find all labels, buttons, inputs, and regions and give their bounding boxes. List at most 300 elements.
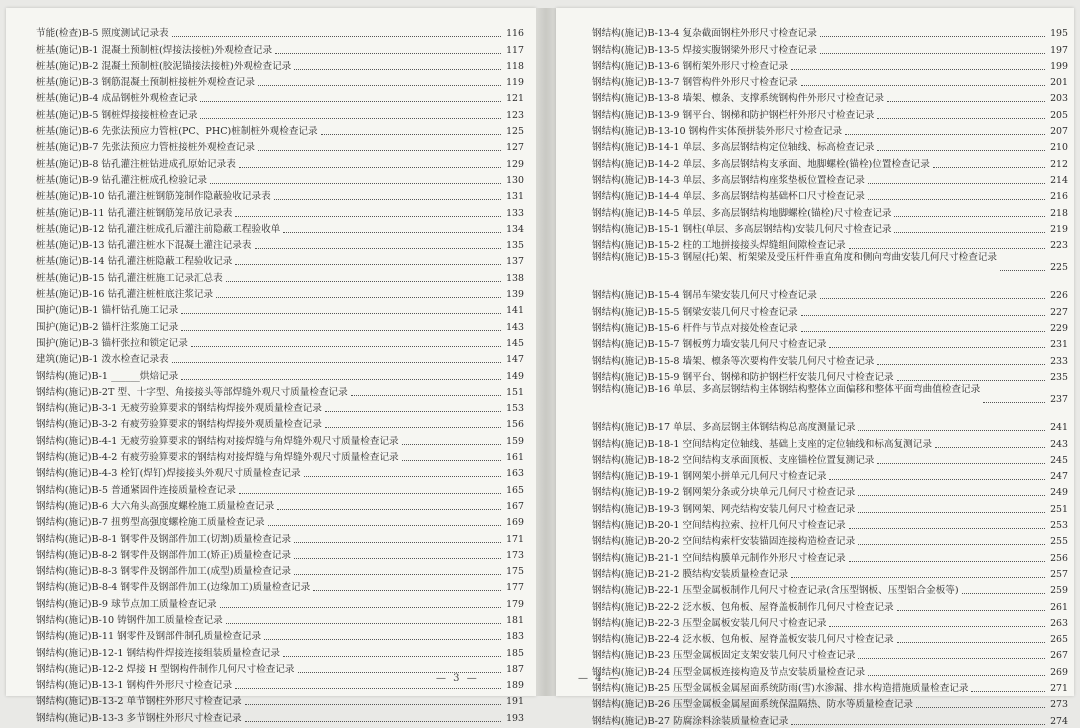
dot-leader: [858, 494, 1045, 496]
toc-entry-title: 钢结构(施记)B-15-2 柱的工地拼接接头焊缝组间隙检查记录: [592, 240, 846, 252]
dot-leader: [962, 592, 1045, 594]
toc-entry-page: 261: [1050, 601, 1068, 613]
toc-entry: [592, 154, 1068, 170]
toc-entry: [592, 236, 1068, 252]
dot-leader: [801, 84, 1045, 86]
right-page: [556, 8, 1074, 727]
dot-leader: [820, 35, 1045, 37]
toc-entry-page: 119: [506, 77, 524, 89]
toc-entry-page: 135: [506, 240, 524, 252]
toc-entry-title: 钢结构(施记)B-11 钢零件及钢部件制孔质量检查记录: [36, 631, 262, 643]
dot-leader: [304, 475, 501, 477]
dot-leader: [239, 492, 501, 494]
toc-entry: [592, 646, 1068, 662]
toc-entry-title: 桩基(施记)B-8 钻孔灌注桩钻进成孔原始记录表: [36, 158, 236, 170]
toc-entry-title: 围护(施记)B-2 锚杆注浆施工记录: [36, 321, 179, 333]
dot-leader: [877, 462, 1045, 464]
toc-entry-page: 127: [506, 142, 524, 154]
dot-leader: [897, 609, 1045, 611]
dot-leader: [325, 426, 501, 428]
toc-entry-page: 147: [506, 354, 524, 366]
toc-entry-page: 223: [1050, 240, 1068, 252]
toc-entry-title: 钢结构(施记)B-13-9 钢平台、钢梯和防护钢栏杆外形尺寸检查记录: [592, 109, 875, 121]
toc-entry-page: 141: [506, 305, 524, 317]
toc-entry-title: 钢结构(施记)B-15-6 杆件与节点对接处检查记录: [592, 323, 798, 335]
toc-entry-title: 钢结构(施记)B-3-1 无疲劳验算要求的钢结构焊接外观质量检查记录: [36, 403, 322, 415]
toc-entry: [36, 24, 524, 40]
toc-entry-title: 钢结构(施记)B-14-5 单层、多高层钢结构地脚螺栓(锚栓)尺寸检查记录: [592, 207, 892, 219]
toc-entry-title: 桩基(施记)B-5 钢桩焊接接桩检查记录: [36, 109, 198, 121]
toc-entry-page: 274: [1050, 715, 1068, 727]
toc-entry-title: 钢结构(施记)B-13-7 钢管构件外形尺寸检查记录: [592, 77, 798, 89]
toc-entry: [36, 105, 524, 121]
toc-entry: [36, 57, 524, 73]
toc-entry-title: 桩基(施记)B-2 混凝土预制桩(胶泥锚接法接桩)外观检查记录: [36, 60, 292, 72]
toc-entry-title: 钢结构(施记)B-18-2 空间结构支承面顶板、支座锚栓位置复测记录: [592, 454, 875, 466]
toc-entry-page: 235: [1050, 371, 1068, 383]
toc-entry-title: 钢结构(施记)B-9 球节点加工质量检查记录: [36, 598, 217, 610]
toc-entry-page: 171: [506, 533, 524, 545]
left-page: [6, 8, 536, 724]
dot-leader: [820, 297, 1045, 299]
dot-leader: [897, 379, 1045, 381]
toc-entry-page: 137: [506, 256, 524, 268]
toc-entry-page: 121: [506, 93, 524, 105]
dot-leader: [858, 543, 1045, 545]
toc-entry: [592, 286, 1068, 302]
toc-entry-page: 259: [1050, 585, 1068, 597]
toc-entry-page: 207: [1050, 126, 1068, 138]
toc-entry-title: 钢结构(施记)B-19-1 钢网架小拼单元几何尺寸检查记录: [592, 471, 827, 483]
toc-entry-page: 151: [506, 386, 524, 398]
toc-entry-title: 桩基(施记)B-9 钻孔灌注桩成孔检验记录: [36, 174, 208, 186]
dot-leader: [916, 706, 1045, 708]
dot-leader: [868, 182, 1045, 184]
toc-entry: [592, 516, 1068, 532]
dot-leader: [258, 149, 501, 151]
book-gutter: [536, 8, 556, 696]
toc-entry-page: 227: [1050, 306, 1068, 318]
dot-leader: [983, 401, 1045, 403]
toc-entry-title: 围护(施记)B-1 锚杆钻孔施工记录: [36, 305, 179, 317]
toc-entry-page: 199: [1050, 60, 1068, 72]
toc-entry-title: 钢结构(施记)B-13-3 多节钢柱外形尺寸检查记录: [36, 712, 242, 724]
dot-leader: [971, 690, 1045, 692]
dot-leader: [181, 312, 501, 314]
dot-leader: [294, 68, 501, 70]
dot-leader: [868, 198, 1045, 200]
dot-leader: [325, 410, 501, 412]
dot-leader: [877, 149, 1045, 151]
toc-entry-title: 桩基(施记)B-4 成品钢桩外观检查记录: [36, 93, 198, 105]
dot-leader: [313, 589, 501, 591]
toc-entry-page: 129: [506, 158, 524, 170]
toc-entry-page: 165: [506, 484, 524, 496]
toc-entry-title: 钢结构(施记)B-25 压型金属板金属屋面系统防雨(雪)水渗漏、排水构造措施质量检查记录: [592, 682, 969, 694]
toc-entry: [36, 236, 524, 252]
toc-entry-title: 钢结构(施记)B-13-6 钢桁架外形尺寸检查记录: [592, 60, 789, 72]
toc-entry-page: 123: [506, 109, 524, 121]
toc-entry-title: 桩基(施记)B-1 混凝土预制桩(焊接法接桩)外观检查记录: [36, 44, 273, 56]
toc-entry: [36, 138, 524, 154]
toc-entry-page: 183: [506, 631, 524, 643]
toc-entry-page: 201: [1050, 77, 1068, 89]
dot-leader: [791, 576, 1045, 578]
toc-entry-title: 钢结构(施记)B-5 普通紧固件连接质量检查记录: [36, 484, 236, 496]
toc-entry-title: 钢结构(施记)B-2T 型、十字型、角接接头等部焊缝外观尺寸质量检查记录: [36, 386, 348, 398]
toc-entry: [592, 565, 1068, 581]
toc-entry-page: 193: [506, 712, 524, 724]
toc-entry-page: 153: [506, 403, 524, 415]
toc-entry-title: 桩基(施记)B-16 钻孔灌注桩桩底注浆记录: [36, 289, 214, 301]
toc-entry-title: 钢结构(施记)B-19-2 钢网架分条或分块单元几何尺寸检查记录: [592, 487, 856, 499]
toc-entry-title: 钢结构(施记)B-16 单层、多高层钢结构主体钢结构整体立面偏移和整体平面弯曲值检查记录: [592, 383, 981, 395]
toc-entry-title: 钢结构(施记)B-4-2 有疲劳验算要求的钢结构对接焊缝与角焊缝外观尺寸质量检查记录: [36, 452, 399, 464]
toc-entry-title: 钢结构(施记)B-15-9 钢平台、钢梯和防护钢栏杆安装几何尺寸检查记录: [592, 371, 894, 383]
dot-leader: [191, 345, 501, 347]
toc-entry: [36, 317, 524, 333]
dot-leader: [829, 478, 1045, 480]
toc-entry-page: 210: [1050, 142, 1068, 154]
toc-entry-title: 节能(检查)B-5 照度测试记录表: [36, 28, 169, 40]
dot-leader: [894, 215, 1045, 217]
toc-entry-page: 247: [1050, 471, 1068, 483]
toc-entry: [36, 578, 524, 594]
toc-entry: [592, 138, 1068, 154]
dot-leader: [181, 329, 501, 331]
dot-leader: [877, 363, 1045, 365]
toc-entry-title: 桩基(施记)B-6 先张法预应力管桩(PC、PHC)桩制桩外观检查记录: [36, 126, 318, 138]
toc-entry: [592, 418, 1068, 434]
dot-leader: [200, 117, 501, 119]
toc-entry: [36, 187, 524, 203]
toc-entry-page: 139: [506, 289, 524, 301]
toc-entry-page: 145: [506, 337, 524, 349]
toc-entry-page: 241: [1050, 422, 1068, 434]
toc-entry-page: 149: [506, 370, 524, 382]
dot-leader: [235, 263, 501, 265]
toc-entry: [36, 366, 524, 382]
toc-entry-title: 钢结构(施记)B-23 压型金属板固定支架安装几何尺寸检查记录: [592, 650, 856, 662]
toc-entry-page: 159: [506, 435, 524, 447]
toc-entry-page: 197: [1050, 44, 1068, 56]
toc-entry: [592, 499, 1068, 515]
dot-leader: [220, 606, 501, 608]
toc-entry-title: 钢结构(施记)B-26 压型金属板金属屋面系统保温隔热、防水等质量检查记录: [592, 699, 914, 711]
dot-leader: [849, 247, 1045, 249]
toc-entry-title: 钢结构(施记)B-22-2 泛水板、包角板、屋脊盖板制作几何尺寸检查记录: [592, 601, 894, 613]
toc-entry-title: 桩基(施记)B-13 钻孔灌注桩水下混凝土灌注记录表: [36, 240, 252, 252]
toc-entry-title: 钢结构(施记)B-15-3 钢屋(托)架、桁架梁及受压杆件垂直角度和侧向弯曲安装几何尺寸检查记录: [592, 252, 998, 264]
dot-leader: [868, 674, 1045, 676]
toc-entry-title: 钢结构(施记)B-14-3 单层、多高层钢结构座浆垫板位置检查记录: [592, 174, 865, 186]
dot-leader: [181, 378, 501, 380]
toc-entry-page: 249: [1050, 487, 1068, 499]
toc-entry-title: 钢结构(施记)B-8-2 钢零件及钢部件加工(矫正)质量检查记录: [36, 549, 292, 561]
toc-entry: [36, 73, 524, 89]
toc-entry: [592, 368, 1068, 384]
dot-leader: [402, 443, 501, 445]
toc-entry-page: 216: [1050, 191, 1068, 203]
toc-entry-page: 177: [506, 582, 524, 594]
toc-entry-page: 265: [1050, 634, 1068, 646]
toc-entry-page: 179: [506, 598, 524, 610]
toc-entry-page: 203: [1050, 93, 1068, 105]
toc-entry-page: 161: [506, 452, 524, 464]
toc-entry: [36, 415, 524, 431]
toc-entry-title: 钢结构(施记)B-4-3 栓钉(焊钉)焊接接头外观尺寸质量检查记录: [36, 468, 301, 480]
toc-entry: [36, 513, 524, 529]
dot-leader: [200, 100, 501, 102]
toc-entry: [36, 171, 524, 187]
toc-entry-title: 钢结构(施记)B-27 防腐涂料涂装质量检查记录: [592, 715, 789, 727]
toc-entry: [592, 384, 1068, 406]
toc-entry-page: 225: [1050, 262, 1068, 274]
toc-entry: [36, 594, 524, 610]
dot-leader: [172, 361, 501, 363]
toc-entry-page: 133: [506, 207, 524, 219]
toc-entry-title: 钢结构(施记)B-18-1 空间结构定位轴线、基础上支座的定位轴线和标高复测记录: [592, 438, 932, 450]
toc-entry-title: 桩基(施记)B-12 钻孔灌注桩成孔后灌注前隐蔽工程验收单: [36, 223, 281, 235]
dot-leader: [801, 330, 1045, 332]
dot-leader: [226, 280, 501, 282]
toc-entry-title: 钢结构(施记)B-7 扭剪型高强度螺栓施工质量检查记录: [36, 517, 265, 529]
dot-leader: [283, 231, 501, 233]
toc-entry-title: 钢结构(施记)B-15-8 墙架、檩条等次要构件安装几何尺寸检查记录: [592, 355, 875, 367]
toc-entry: [592, 351, 1068, 367]
toc-entry: [36, 546, 524, 562]
toc-entry-title: 桩基(施记)B-7 先张法预应力管桩接桩外观检查记录: [36, 142, 255, 154]
toc-entry: [592, 695, 1068, 711]
toc-entry: [36, 203, 524, 219]
toc-entry: [592, 203, 1068, 219]
toc-entry: [36, 268, 524, 284]
toc-entry: [36, 562, 524, 578]
toc-entry: [592, 630, 1068, 646]
toc-entry-page: 169: [506, 517, 524, 529]
dot-leader: [858, 657, 1045, 659]
toc-entry-page: 229: [1050, 323, 1068, 335]
dot-leader: [258, 84, 501, 86]
toc-entry-title: 钢结构(施记)B-19-3 钢网架、网壳结构安装几何尺寸检查记录: [592, 503, 856, 515]
toc-entry: [592, 597, 1068, 613]
toc-entry-page: 195: [1050, 28, 1068, 40]
toc-entry-page: 237: [1050, 393, 1068, 405]
toc-entry: [36, 301, 524, 317]
toc-entry: [36, 383, 524, 399]
dot-leader: [210, 182, 501, 184]
toc-entry: [592, 57, 1068, 73]
toc-entry-page: 271: [1050, 682, 1068, 694]
toc-entry-page: 173: [506, 549, 524, 561]
dot-leader: [887, 100, 1045, 102]
toc-entry-page: 218: [1050, 207, 1068, 219]
toc-entry-title: 桩基(施记)B-3 钢筋混凝土预制桩接桩外观检查记录: [36, 77, 255, 89]
toc-entry: [592, 302, 1068, 318]
toc-entry-page: 269: [1050, 666, 1068, 678]
toc-entry-page: 134: [506, 223, 524, 235]
toc-list-left: [36, 24, 524, 725]
toc-entry: [36, 497, 524, 513]
toc-entry-page: 263: [1050, 617, 1068, 629]
toc-entry: [592, 319, 1068, 335]
toc-entry-page: 189: [506, 680, 524, 692]
toc-entry: [592, 614, 1068, 630]
toc-entry-page: 267: [1050, 650, 1068, 662]
toc-entry-page: 231: [1050, 339, 1068, 351]
toc-entry: [36, 40, 524, 56]
toc-entry: [592, 662, 1068, 678]
toc-entry-title: 钢结构(施记)B-10 铸钢件加工质量检查记录: [36, 614, 223, 626]
toc-entry-title: 钢结构(施记)B-6 大六角头高强度螺栓施工质量检查记录: [36, 500, 275, 512]
toc-entry-page: 257: [1050, 568, 1068, 580]
toc-entry-title: 围护(施记)B-3 锚杆张拉和锁定记录: [36, 337, 188, 349]
toc-entry-page: 255: [1050, 536, 1068, 548]
toc-entry-title: 钢结构(施记)B-14-2 单层、多高层钢结构支承面、地脚螺栓(锚栓)位置检查记录: [592, 158, 930, 170]
toc-entry-page: 214: [1050, 174, 1068, 186]
toc-entry: [592, 467, 1068, 483]
dot-leader: [935, 446, 1045, 448]
toc-entry-title: 桩基(施记)B-14 钻孔灌注桩隐蔽工程验收记录: [36, 256, 233, 268]
dot-leader: [402, 459, 501, 461]
dot-leader: [245, 703, 501, 705]
toc-entry-page: 185: [506, 647, 524, 659]
dot-leader: [897, 641, 1045, 643]
dot-leader: [791, 68, 1045, 70]
toc-entry-title: 钢结构(施记)B-15-7 钢板剪力墙安装几何尺寸检查记录: [592, 339, 827, 351]
toc-entry-title: 钢结构(施记)B-22-4 泛水板、包角板、屋脊盖板安装几何尺寸检查记录: [592, 634, 894, 646]
toc-entry-page: 253: [1050, 520, 1068, 532]
toc-entry-title: 钢结构(施记)B-22-1 压型金属板制作几何尺寸检查记录(含压型钢板、压型铝合金板等): [592, 585, 959, 597]
toc-entry-title: 钢结构(施记)B-24 压型金属板连接构造及节点安装质量检查记录: [592, 666, 866, 678]
toc-entry-title: 钢结构(施记)B-1 ______烘焙记录: [36, 370, 179, 382]
toc-entry-title: 钢结构(施记)B-21-1 空间结构膜单元制作外形尺寸检查记录: [592, 552, 846, 564]
toc-entry-page: 245: [1050, 454, 1068, 466]
toc-entry-page: 226: [1050, 290, 1068, 302]
dot-leader: [268, 524, 501, 526]
toc-entry-page: 191: [506, 696, 524, 708]
dot-leader: [235, 215, 501, 217]
dot-leader: [294, 573, 501, 575]
toc-entry-title: 钢结构(施记)B-22-3 压型金属板安装几何尺寸检查记录: [592, 617, 827, 629]
toc-entry-title: 建筑(施记)B-1 泼水检查记录表: [36, 354, 169, 366]
toc-entry: [36, 154, 524, 170]
dot-leader: [321, 133, 501, 135]
toc-entry-page: 167: [506, 500, 524, 512]
toc-entry-title: 钢结构(施记)B-21-2 膜结构安装质量检查记录: [592, 568, 789, 580]
dot-leader: [858, 511, 1045, 513]
toc-entry-title: 钢结构(施记)B-8-3 钢零件及钢部件加工(成型)质量检查记录: [36, 566, 292, 578]
toc-entry-page: 233: [1050, 355, 1068, 367]
dot-leader: [933, 166, 1045, 168]
toc-entry: [592, 548, 1068, 564]
toc-entry-title: 钢结构(施记)B-15-1 钢柱(单层、多高层钢结构)安装几何尺寸检查记录: [592, 223, 892, 235]
dot-leader: [1000, 269, 1045, 271]
toc-entry: [592, 252, 1068, 274]
toc-entry-title: 钢结构(施记)B-4-1 无疲劳验算要求的钢结构对接焊缝与角焊缝外观尺寸质量检查记录: [36, 435, 399, 447]
dot-leader: [172, 35, 501, 37]
toc-entry-title: 桩基(施记)B-11 钻孔灌注桩钢筋笼吊放记录表: [36, 207, 233, 219]
toc-entry-page: 251: [1050, 503, 1068, 515]
toc-entry-title: 钢结构(施记)B-15-5 钢梁安装几何尺寸检查记录: [592, 306, 798, 318]
toc-entry: [36, 89, 524, 105]
toc-entry: [36, 627, 524, 643]
dot-leader: [275, 52, 501, 54]
toc-entry: [36, 220, 524, 236]
toc-entry: [592, 335, 1068, 351]
toc-entry-title: 钢结构(施记)B-12-1 钢结构件焊接连接组装质量检查记录: [36, 647, 281, 659]
toc-entry-page: 138: [506, 272, 524, 284]
dot-leader: [829, 625, 1045, 627]
toc-entry-page: 181: [506, 614, 524, 626]
toc-entry: [592, 679, 1068, 695]
toc-entry-title: 钢结构(施记)B-14-4 单层、多高层钢结构基础杯口尺寸检查记录: [592, 191, 865, 203]
toc-entry-page: 219: [1050, 223, 1068, 235]
toc-entry-title: 钢结构(施记)B-13-5 焊接实腹钢梁外形尺寸检查记录: [592, 44, 817, 56]
toc-entry: [592, 451, 1068, 467]
toc-entry-page: 175: [506, 566, 524, 578]
dot-leader: [858, 429, 1045, 431]
dot-leader: [235, 687, 501, 689]
toc-entry: [36, 448, 524, 464]
toc-entry: [36, 334, 524, 350]
toc-entry-title: 钢结构(施记)B-20-1 空间结构拉索、拉杆几何尺寸检查记录: [592, 520, 846, 532]
dot-leader: [239, 166, 501, 168]
toc-entry: [592, 532, 1068, 548]
toc-entry: [592, 40, 1068, 56]
toc-entry-title: 钢结构(施记)B-17 单层、多高层钢主体钢结构总高度测量记录: [592, 422, 856, 434]
dot-leader: [849, 560, 1045, 562]
toc-entry: [36, 692, 524, 708]
dot-leader: [894, 231, 1045, 233]
dot-leader: [226, 622, 501, 624]
dot-leader: [877, 117, 1045, 119]
dot-leader: [801, 314, 1045, 316]
toc-entry: [36, 122, 524, 138]
dot-leader: [255, 247, 502, 249]
toc-entry-page: 156: [506, 419, 524, 431]
toc-entry-page: 205: [1050, 109, 1068, 121]
dot-leader: [245, 720, 501, 722]
toc-entry: [36, 611, 524, 627]
toc-entry-title: 钢结构(施记)B-13-2 单节钢柱外形尺寸检查记录: [36, 696, 242, 708]
toc-entry: [36, 708, 524, 724]
toc-list-right: [592, 24, 1068, 728]
toc-entry: [592, 171, 1068, 187]
toc-entry: [36, 350, 524, 366]
toc-entry-title: 桩基(施记)B-15 钻孔灌注桩施工记录汇总表: [36, 272, 223, 284]
toc-entry-page: 116: [506, 28, 524, 40]
dot-leader: [845, 133, 1045, 135]
toc-entry: [592, 187, 1068, 203]
toc-entry: [36, 285, 524, 301]
toc-entry-title: 钢结构(施记)B-13-10 钢构件实体预拼装外形尺寸检查记录: [592, 126, 843, 138]
dot-leader: [849, 527, 1045, 529]
toc-entry: [36, 464, 524, 480]
toc-entry-page: 130: [506, 174, 524, 186]
toc-entry-page: 187: [506, 663, 524, 675]
toc-entry-title: 桩基(施记)B-10 钻孔灌注桩钢筋笼制作隐蔽验收记录表: [36, 191, 271, 203]
toc-entry-page: 131: [506, 191, 524, 203]
toc-entry: [36, 399, 524, 415]
toc-entry: [592, 581, 1068, 597]
dot-leader: [283, 655, 501, 657]
toc-entry-title: 钢结构(施记)B-13-4 复杂截面钢柱外形尺寸检查记录: [592, 28, 817, 40]
dot-leader: [294, 557, 501, 559]
toc-entry-title: 钢结构(施记)B-20-2 空间结构索杆安装锚固连接构造检查记录: [592, 536, 856, 548]
toc-entry: [36, 252, 524, 268]
toc-entry-page: 163: [506, 468, 524, 480]
